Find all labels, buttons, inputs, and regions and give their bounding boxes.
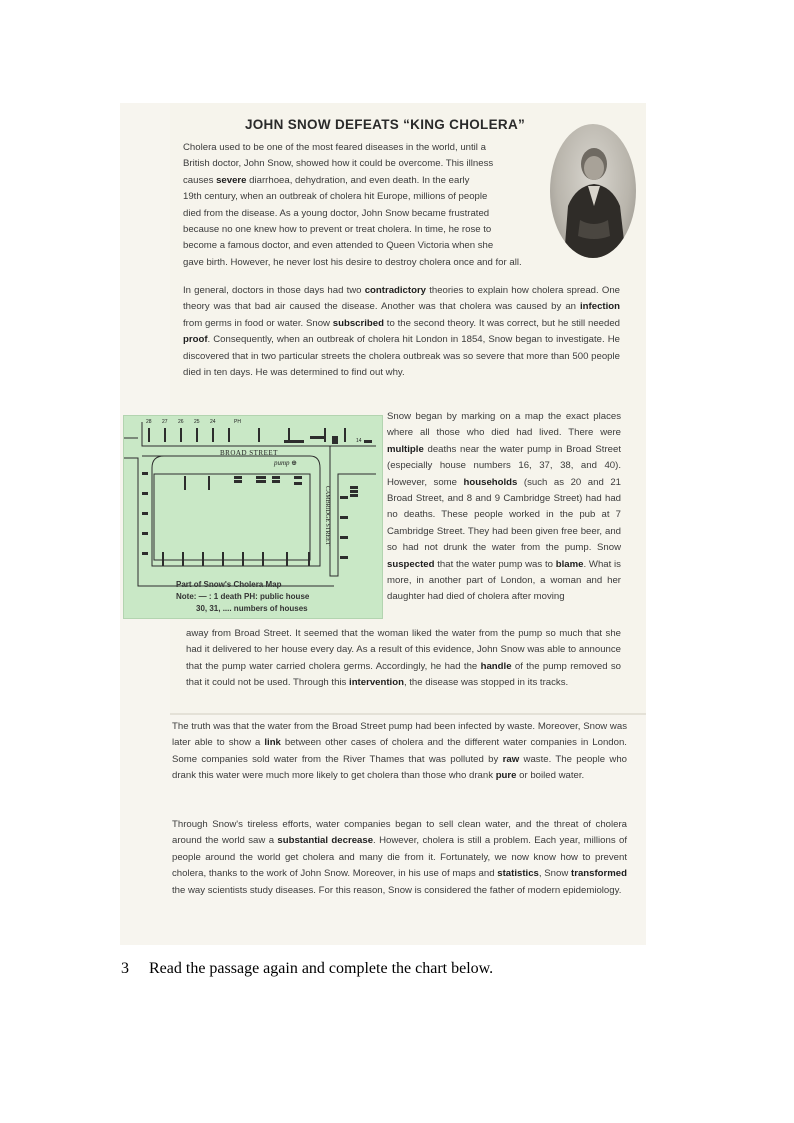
exercise-number: 3 bbox=[121, 960, 129, 977]
article-title: JOHN SNOW DEFEATS “KING CHOLERA” bbox=[244, 117, 526, 132]
p1-line-1: Cholera used to be one of the most feared diseases in the world, until a bbox=[183, 142, 486, 153]
p1-line-3: causes severe diarrhoea, dehydration, and even death. In the early bbox=[183, 174, 470, 186]
keyword-blame: blame bbox=[555, 558, 584, 570]
keyword-severe: severe bbox=[216, 174, 247, 186]
house-number: 14 bbox=[356, 438, 362, 444]
p1-line-4: 19th century, when an outbreak of cholera hit Europe, millions of people bbox=[183, 191, 488, 203]
broad-street-label: BROAD STREET bbox=[220, 449, 278, 457]
p1-line-7: become a famous doctor, and even attended to Queen Victoria when she bbox=[183, 240, 494, 252]
map-caption bbox=[176, 579, 346, 615]
p1-line-6: because no one knew how to prevent or treat cholera. In time, he rose to bbox=[183, 224, 492, 236]
caption-note: Note: — : 1 death PH: public house bbox=[176, 592, 310, 601]
john-snow-portrait bbox=[550, 124, 636, 258]
house-number: PH bbox=[234, 419, 241, 425]
keyword-transformed: transformed bbox=[571, 868, 627, 880]
p1-line-8: gave birth. However, he never lost his desire to destroy cholera once and for all. bbox=[183, 256, 522, 268]
p1-line-5: died from the disease. As a young doctor, John Snow became frustrated bbox=[183, 207, 490, 219]
paragraph-5: Through Snow's tireless efforts, water companies began to sell clean water, and the threat of cholera around the world saw a substantial decrease. However, cholera is still a problem. Each year, millions of people around the world get cholera and many die from it. Fortunately, we now know how to prevent cholera, thanks to the work of John Snow. Moreover, in his use of maps and statistics, Snow transformed the way scientists study diseases. For this reason, Snow is considered the father of modern epidemiology. bbox=[172, 819, 628, 896]
paragraph-1 bbox=[183, 140, 583, 271]
keyword-handle: handle bbox=[480, 660, 512, 672]
caption-numbers: 30, 31, .... numbers of houses bbox=[196, 604, 308, 613]
keyword-proof: proof bbox=[183, 334, 208, 346]
exercise-text: Read the passage again and complete the chart below. bbox=[149, 960, 494, 977]
keyword-statistics: statistics bbox=[497, 868, 539, 880]
pump-label: pump ⊕ bbox=[274, 459, 298, 467]
house-number: 24 bbox=[210, 419, 216, 425]
keyword-link: link bbox=[264, 737, 281, 749]
keyword-raw: raw bbox=[502, 753, 520, 765]
keyword-infection: infection bbox=[580, 301, 620, 313]
paragraph-3: Snow began by marking on a map the exact places where all those who died had lived. There were multiple deaths near the water pump in Broad Street (especially house numbers 16, 37, 38, and 40). However, some households (such as 20 and 21 Broad Street, and 8 and 9 Cambridge Street) had had no deaths. These people worked in the pub at 7 Cambridge Street. They had been given free beer, and so had not drunk the water from the pump. Snow suspected that the water pump was to blame. What is more, in another part of London, a woman and her daughter had died of cholera after moving bbox=[387, 411, 621, 603]
keyword-multiple: multiple bbox=[387, 443, 424, 455]
paragraph-3-continued: away from Broad Street. It seemed that the woman liked the water from the pump so much that she had it delivered to her house every day. As a result of this evidence, John Snow was able to announce that the pump water carried cholera germs. Accordingly, he had the handle of the pump removed so that it could not be used. Through this intervention, the disease was stopped in its tracks. bbox=[186, 628, 621, 689]
p1-line-2: British doctor, John Snow, showed how it could be overcome. This illness bbox=[183, 158, 494, 170]
keyword-subscribed: subscribed bbox=[332, 317, 384, 329]
paragraph-4: The truth was that the water from the Broad Street pump had been infected by waste. Moreover, Snow was later able to show a link between other cases of cholera and the different water companies in London. Some companies sold water from the River Thames that was polluted by raw waste. The people who drank this water were much more likely to get cholera than those who drank pure or boiled water. bbox=[172, 721, 628, 782]
house-number: 26 bbox=[178, 419, 184, 425]
house-number: 25 bbox=[194, 419, 200, 425]
exercise-prompt bbox=[121, 960, 493, 978]
portrait-figure bbox=[550, 124, 636, 258]
cambridge-street-label: CAMBRIDGE STREET bbox=[324, 486, 330, 546]
keyword-pure: pure bbox=[495, 770, 517, 782]
keyword-intervention: intervention bbox=[349, 677, 404, 689]
house-number: 28 bbox=[146, 419, 152, 425]
house-number: 27 bbox=[162, 419, 168, 425]
keyword-contradictory: contradictory bbox=[364, 285, 427, 296]
keyword-households: households bbox=[463, 476, 518, 488]
keyword-substantial-decrease: substantial decrease bbox=[277, 835, 374, 847]
caption-title: Part of Snow's Cholera Map bbox=[176, 580, 282, 589]
paragraph-2: In general, doctors in those days had two contradictory theories to explain how cholera spread. One theory was that bad air caused the disease. Another was that cholera was caused by an infection from germs in food or water. Snow subscribed to the second theory. It was correct, but he still needed proof. Consequently, when an outbreak of cholera hit London in 1854, Snow began to investigate. He discovered that in two particular streets the cholera outbreak was so severe that more than 500 people died in ten days. He was determined to find out why. bbox=[183, 285, 621, 379]
scan-divider bbox=[170, 713, 646, 715]
keyword-suspected: suspected bbox=[387, 558, 435, 570]
